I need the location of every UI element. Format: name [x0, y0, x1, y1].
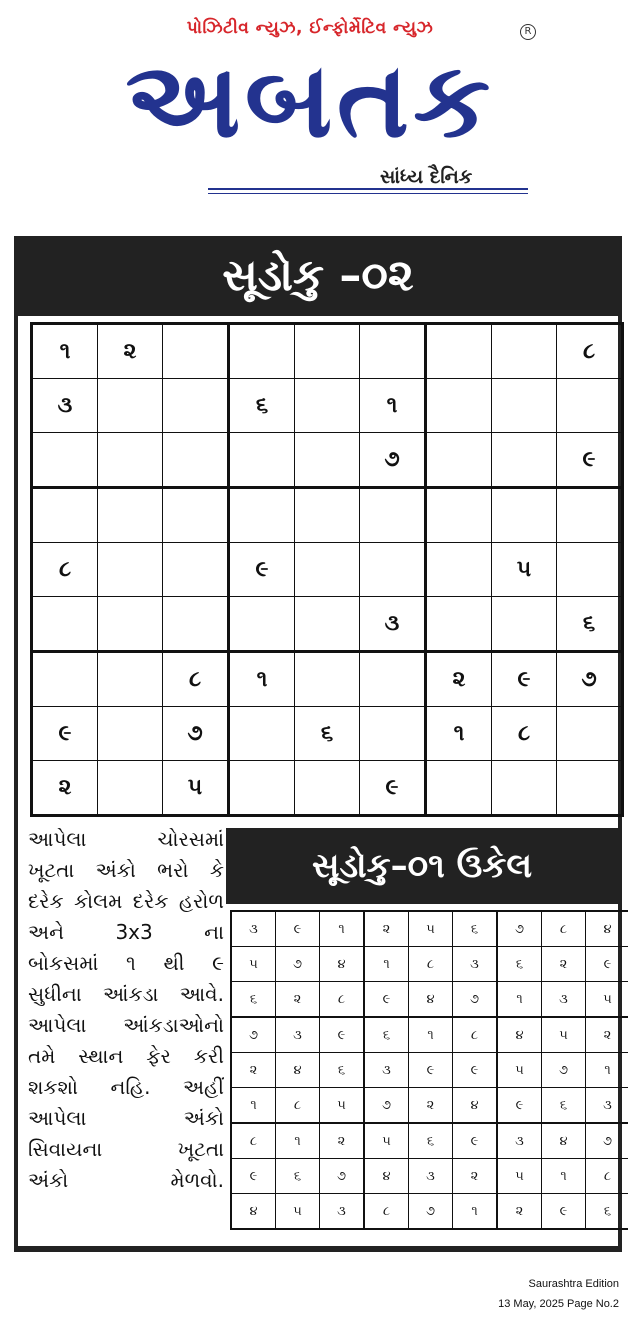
- puzzle-cell[interactable]: [98, 761, 163, 816]
- puzzle-cell[interactable]: [426, 324, 492, 379]
- solution-cell: ૨: [231, 1053, 276, 1088]
- puzzle-cell: ૯: [492, 652, 557, 707]
- puzzle-cell[interactable]: [557, 488, 623, 543]
- solution-cell: ૮: [320, 982, 365, 1018]
- puzzle-instructions: [28, 824, 224, 1196]
- puzzle-cell[interactable]: [492, 488, 557, 543]
- puzzle-cell: ૬: [229, 379, 295, 433]
- solution-cell: ૮: [542, 911, 586, 947]
- solution-cell: ૫: [542, 1017, 586, 1053]
- puzzle-cell: ૮: [163, 652, 229, 707]
- solution-row: [231, 1053, 628, 1088]
- puzzle-row: [32, 597, 623, 652]
- puzzle-cell[interactable]: [426, 433, 492, 488]
- puzzle-cell[interactable]: [426, 379, 492, 433]
- solution-cell: ૭: [453, 982, 498, 1018]
- puzzle-cell[interactable]: [426, 543, 492, 597]
- solution-cell: ૬: [231, 982, 276, 1018]
- solution-cell: ૧: [586, 1053, 628, 1088]
- sudoku-solution-grid: [230, 910, 628, 1230]
- solution-cell: ૭: [276, 947, 320, 982]
- puzzle-cell[interactable]: [98, 707, 163, 761]
- solution-cell: ૩: [586, 1088, 628, 1124]
- solution-cell: ૬: [320, 1053, 365, 1088]
- puzzle-cell[interactable]: [229, 433, 295, 488]
- puzzle-cell: ૮: [492, 707, 557, 761]
- solution-cell: ૨: [453, 1159, 498, 1194]
- solution-cell: ૩: [231, 911, 276, 947]
- edition-info: [498, 1274, 619, 1314]
- puzzle-row: [32, 433, 623, 488]
- solution-row: [231, 982, 628, 1018]
- solution-cell: ૯: [231, 1159, 276, 1194]
- solution-cell: ૩: [542, 982, 586, 1018]
- puzzle-cell[interactable]: [98, 597, 163, 652]
- puzzle-cell: ૬: [557, 597, 623, 652]
- solution-row: [231, 1088, 628, 1124]
- solution-cell: ૩: [497, 1123, 542, 1159]
- instruction-line: અંકો મેળવો.: [28, 1168, 224, 1192]
- puzzle-cell[interactable]: [163, 324, 229, 379]
- puzzle-cell[interactable]: [163, 543, 229, 597]
- solution-cell: ૯: [542, 1194, 586, 1230]
- puzzle-cell[interactable]: [32, 488, 98, 543]
- solution-row: [231, 1017, 628, 1053]
- instruction-line: બોકસમાં ૧ થી ૯: [28, 951, 224, 975]
- puzzle-cell[interactable]: [426, 761, 492, 816]
- solution-cell: ૧: [453, 1194, 498, 1230]
- instruction-line: આપેલા અંકો: [28, 1106, 224, 1130]
- solution-cell: ૮: [586, 1159, 628, 1194]
- solution-cell: ૪: [497, 1017, 542, 1053]
- puzzle-title: સૂડોકુ –૦૨: [222, 250, 414, 301]
- puzzle-cell[interactable]: [32, 652, 98, 707]
- solution-cell: ૧: [497, 982, 542, 1018]
- puzzle-cell: ૧: [426, 707, 492, 761]
- solution-row: [231, 911, 628, 947]
- solution-cell: ૨: [409, 1088, 453, 1124]
- masthead-tagline: પોઝિટીવ ન્યુઝ, ઈન્ફોર્મેટિવ ન્યુઝ: [186, 18, 434, 38]
- instruction-line: આપેલા આંકડાઓનો: [28, 1013, 224, 1037]
- sudoku-puzzle-grid: [30, 322, 624, 817]
- puzzle-cell[interactable]: [492, 597, 557, 652]
- solution-cell: ૯: [586, 947, 628, 982]
- puzzle-cell[interactable]: [557, 379, 623, 433]
- instruction-line: અને 3x3 ના: [28, 920, 224, 944]
- puzzle-cell[interactable]: [229, 597, 295, 652]
- solution-cell: ૨: [276, 982, 320, 1018]
- solution-cell: ૧: [320, 911, 365, 947]
- puzzle-row: [32, 324, 623, 379]
- puzzle-cell[interactable]: [360, 324, 426, 379]
- puzzle-cell[interactable]: [492, 761, 557, 816]
- solution-cell: ૩: [320, 1194, 365, 1230]
- puzzle-cell: ૮: [557, 324, 623, 379]
- edition-date-page: 13 May, 2025 Page No.2: [498, 1298, 619, 1310]
- solution-cell: ૫: [586, 982, 628, 1018]
- solution-cell: ૧: [231, 1088, 276, 1124]
- solution-row: [231, 1159, 628, 1194]
- puzzle-row: [32, 543, 623, 597]
- solution-cell: ૫: [231, 947, 276, 982]
- puzzle-cell[interactable]: [360, 488, 426, 543]
- puzzle-cell[interactable]: [557, 761, 623, 816]
- solution-cell: ૬: [409, 1123, 453, 1159]
- puzzle-cell[interactable]: [492, 379, 557, 433]
- puzzle-cell[interactable]: [360, 652, 426, 707]
- puzzle-cell[interactable]: [426, 597, 492, 652]
- puzzle-cell[interactable]: [295, 652, 360, 707]
- registered-mark-icon: R: [520, 24, 536, 40]
- solution-cell: ૬: [453, 911, 498, 947]
- puzzle-cell[interactable]: [492, 324, 557, 379]
- puzzle-cell: ૨: [98, 324, 163, 379]
- solution-cell: ૬: [586, 1194, 628, 1230]
- puzzle-cell: ૭: [163, 707, 229, 761]
- edition-name: Saurashtra Edition: [528, 1278, 619, 1290]
- solution-cell: ૬: [364, 1017, 409, 1053]
- solution-cell: ૯: [409, 1053, 453, 1088]
- solution-cell: ૫: [320, 1088, 365, 1124]
- puzzle-cell[interactable]: [98, 543, 163, 597]
- solution-cell: ૫: [364, 1123, 409, 1159]
- instruction-line: દરેક કોલમ દરેક હરોળ: [28, 889, 224, 913]
- solution-cell: ૨: [364, 911, 409, 947]
- puzzle-cell[interactable]: [295, 488, 360, 543]
- solution-cell: ૪: [453, 1088, 498, 1124]
- puzzle-cell: ૯: [32, 707, 98, 761]
- solution-cell: ૭: [320, 1159, 365, 1194]
- solution-cell: ૮: [364, 1194, 409, 1230]
- solution-cell: ૫: [276, 1194, 320, 1230]
- puzzle-cell: ૯: [229, 543, 295, 597]
- solution-cell: ૭: [231, 1017, 276, 1053]
- masthead: [90, 18, 540, 203]
- puzzle-cell: ૯: [557, 433, 623, 488]
- puzzle-cell: ૬: [295, 707, 360, 761]
- solution-cell: ૯: [320, 1017, 365, 1053]
- solution-cell: ૩: [453, 947, 498, 982]
- puzzle-cell[interactable]: [32, 597, 98, 652]
- solution-cell: ૧: [276, 1123, 320, 1159]
- puzzle-cell[interactable]: [229, 761, 295, 816]
- puzzle-cell[interactable]: [557, 543, 623, 597]
- instruction-line: તમે સ્થાન ફેર કરી: [28, 1044, 224, 1068]
- solution-cell: ૪: [586, 911, 628, 947]
- puzzle-cell[interactable]: [98, 379, 163, 433]
- solution-cell: ૯: [364, 982, 409, 1018]
- solution-cell: ૮: [453, 1017, 498, 1053]
- instruction-line: શકશો નહિ. અહીં: [28, 1075, 224, 1099]
- solution-cell: ૭: [364, 1088, 409, 1124]
- puzzle-cell: ૩: [360, 597, 426, 652]
- solution-cell: ૩: [276, 1017, 320, 1053]
- puzzle-cell[interactable]: [229, 488, 295, 543]
- puzzle-cell: ૨: [32, 761, 98, 816]
- solution-cell: ૮: [276, 1088, 320, 1124]
- puzzle-cell[interactable]: [32, 433, 98, 488]
- puzzle-cell[interactable]: [295, 761, 360, 816]
- puzzle-cell[interactable]: [295, 433, 360, 488]
- solution-cell: ૧: [364, 947, 409, 982]
- solution-cell: ૨: [497, 1194, 542, 1230]
- masthead-subtitle: સાંધ્ય દૈનિક: [380, 166, 473, 188]
- solution-cell: ૯: [276, 911, 320, 947]
- puzzle-cell[interactable]: [98, 433, 163, 488]
- puzzle-cell[interactable]: [426, 488, 492, 543]
- puzzle-cell[interactable]: [295, 543, 360, 597]
- puzzle-cell: ૫: [492, 543, 557, 597]
- solution-cell: ૪: [276, 1053, 320, 1088]
- solution-row: [231, 947, 628, 982]
- solution-cell: ૪: [231, 1194, 276, 1230]
- solution-cell: ૨: [586, 1017, 628, 1053]
- solution-cell: ૨: [542, 947, 586, 982]
- solution-cell: ૫: [497, 1159, 542, 1194]
- puzzle-cell: ૩: [32, 379, 98, 433]
- solution-cell: ૪: [542, 1123, 586, 1159]
- puzzle-row: [32, 488, 623, 543]
- puzzle-cell: ૨: [426, 652, 492, 707]
- puzzle-cell[interactable]: [163, 488, 229, 543]
- solution-cell: ૨: [320, 1123, 365, 1159]
- puzzle-cell[interactable]: [98, 488, 163, 543]
- puzzle-cell[interactable]: [295, 324, 360, 379]
- solution-cell: ૯: [497, 1088, 542, 1124]
- instruction-line: આપેલા ચોરસમાં: [28, 827, 224, 851]
- newspaper-logo: અબતક: [125, 39, 495, 161]
- puzzle-cell[interactable]: [163, 379, 229, 433]
- solution-cell: ૯: [453, 1053, 498, 1088]
- puzzle-cell: ૭: [360, 433, 426, 488]
- solution-cell: ૩: [409, 1159, 453, 1194]
- instruction-line: ખૂટતા અંકો ભરો કે: [28, 858, 224, 882]
- puzzle-cell: ૯: [360, 761, 426, 816]
- solution-cell: ૯: [453, 1123, 498, 1159]
- solution-cell: ૫: [409, 911, 453, 947]
- solution-cell: ૧: [409, 1017, 453, 1053]
- puzzle-row: [32, 761, 623, 816]
- logo-underline-thin: [208, 193, 528, 194]
- puzzle-cell: ૧: [360, 379, 426, 433]
- solution-cell: ૭: [409, 1194, 453, 1230]
- puzzle-row: [32, 707, 623, 761]
- solution-title: સૂડોકુ–૦૧ ઉકેલ: [226, 828, 618, 904]
- logo-underline: [208, 188, 528, 190]
- puzzle-cell[interactable]: [295, 379, 360, 433]
- solution-cell: ૭: [497, 911, 542, 947]
- solution-cell: ૩: [364, 1053, 409, 1088]
- solution-row: [231, 1194, 628, 1230]
- solution-cell: ૬: [497, 947, 542, 982]
- puzzle-row: [32, 652, 623, 707]
- puzzle-cell[interactable]: [295, 597, 360, 652]
- puzzle-cell[interactable]: [229, 707, 295, 761]
- solution-row: [231, 1123, 628, 1159]
- puzzle-cell: ૧: [229, 652, 295, 707]
- puzzle-cell: ૫: [163, 761, 229, 816]
- solution-cell: ૫: [497, 1053, 542, 1088]
- puzzle-cell[interactable]: [360, 543, 426, 597]
- solution-cell: ૪: [364, 1159, 409, 1194]
- instruction-line: સિવાયના ખૂટતા: [28, 1137, 224, 1161]
- instruction-line: સુધીના આંકડા આવે.: [28, 982, 224, 1006]
- puzzle-cell[interactable]: [229, 324, 295, 379]
- solution-cell: ૮: [409, 947, 453, 982]
- puzzle-cell: ૮: [32, 543, 98, 597]
- solution-cell: ૧: [542, 1159, 586, 1194]
- solution-cell: ૬: [542, 1088, 586, 1124]
- puzzle-cell[interactable]: [98, 652, 163, 707]
- solution-cell: ૪: [409, 982, 453, 1018]
- puzzle-cell[interactable]: [163, 597, 229, 652]
- puzzle-cell: ૧: [32, 324, 98, 379]
- puzzle-cell[interactable]: [557, 707, 623, 761]
- solution-cell: ૭: [586, 1123, 628, 1159]
- solution-cell: ૭: [542, 1053, 586, 1088]
- sudoku-panel: [14, 236, 622, 1252]
- puzzle-cell: ૭: [557, 652, 623, 707]
- puzzle-content: [18, 316, 618, 1246]
- solution-cell: ૪: [320, 947, 365, 982]
- puzzle-cell[interactable]: [163, 433, 229, 488]
- puzzle-cell[interactable]: [360, 707, 426, 761]
- puzzle-cell[interactable]: [492, 433, 557, 488]
- solution-cell: ૬: [276, 1159, 320, 1194]
- solution-cell: ૮: [231, 1123, 276, 1159]
- puzzle-row: [32, 379, 623, 433]
